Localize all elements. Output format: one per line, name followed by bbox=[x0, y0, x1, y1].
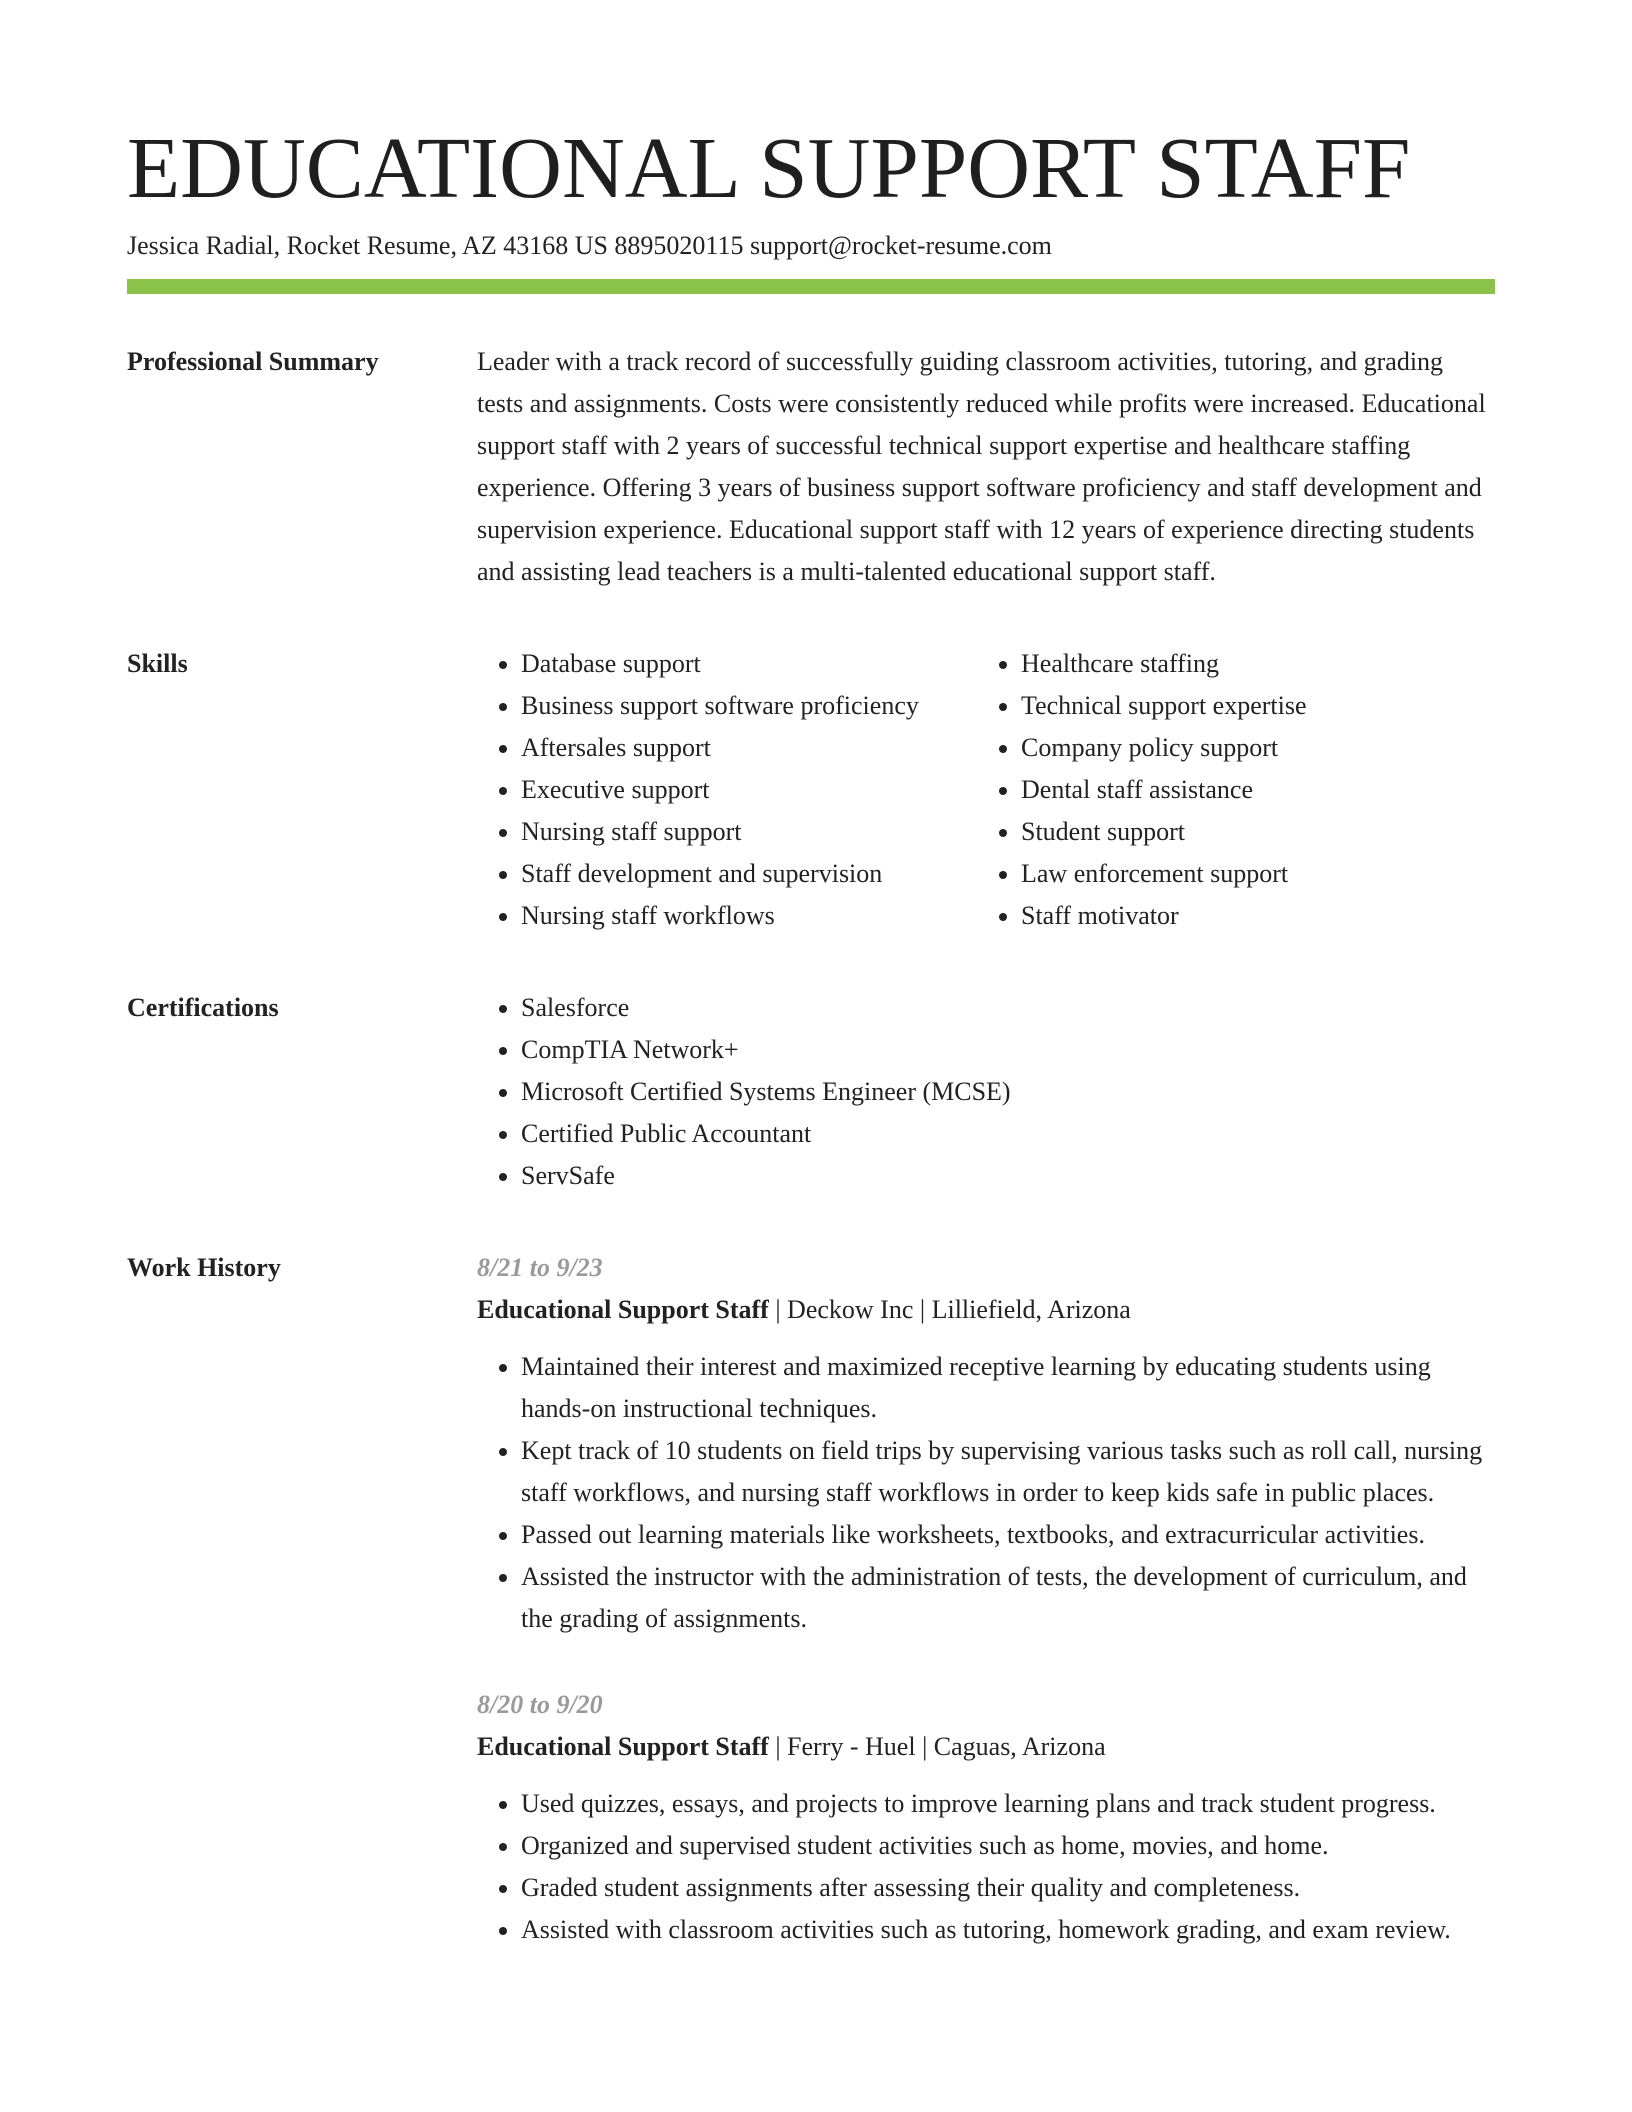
job-entry bbox=[477, 1247, 1495, 1640]
job-title: Educational Support Staff bbox=[477, 1295, 769, 1324]
job-bullet: • Assisted with classroom activities such as tutoring, homework grading, and exam review. bbox=[521, 1909, 1495, 1951]
skill-item: • Database support bbox=[521, 643, 977, 685]
skill-item: • Dental staff assistance bbox=[1021, 769, 1307, 811]
job-bullets bbox=[477, 1346, 1495, 1640]
job-bullet: • Organized and supervised student activities such as home, movies, and home. bbox=[521, 1825, 1495, 1867]
job-title-line bbox=[477, 1289, 1495, 1331]
skill-item: • Technical support expertise bbox=[1021, 685, 1307, 727]
skill-item: • Aftersales support bbox=[521, 727, 977, 769]
contact-line: Jessica Radial, Rocket Resume, AZ 43168 US 8895020115 support@rocket-resume.com bbox=[127, 231, 1052, 260]
skill-item: • Business support software proficiency bbox=[521, 685, 977, 727]
resume-name-heading: EDUCATIONAL SUPPORT STAFF bbox=[127, 119, 1411, 216]
summary-text: Leader with a track record of successfully guiding classroom activities, tutoring, and grading tests and assignments. Costs were consistently reduced while profits were increased. Educational support staff with 2 years of successful technical support expertise and healthcare staffing experience. Offering 3 years of business support software proficiency and staff development and supervision experience. Educational support staff with 12 years of experience directing students and assisting lead teachers is a multi-talented educational support staff. bbox=[477, 347, 1486, 586]
certification-item: • Microsoft Certified Systems Engineer (MCSE) bbox=[521, 1071, 1495, 1113]
skill-item: • Company policy support bbox=[1021, 727, 1307, 769]
certifications-body bbox=[477, 987, 1495, 1197]
skill-item: • Nursing staff workflows bbox=[521, 895, 977, 937]
work-history-body bbox=[477, 1247, 1495, 1951]
skill-item: • Nursing staff support bbox=[521, 811, 977, 853]
skill-item: • Healthcare staffing bbox=[1021, 643, 1307, 685]
certification-item: • Certified Public Accountant bbox=[521, 1113, 1495, 1155]
summary-section bbox=[127, 341, 1495, 593]
section-title-work-history: Work History bbox=[127, 1253, 281, 1282]
skill-item: • Executive support bbox=[521, 769, 977, 811]
certifications-section bbox=[127, 987, 1495, 1197]
job-dates: 8/20 to 9/20 bbox=[477, 1690, 603, 1719]
certification-item: • ServSafe bbox=[521, 1155, 1495, 1197]
work-history-section bbox=[127, 1247, 1495, 1951]
job-title: Educational Support Staff bbox=[477, 1732, 769, 1761]
skills-section bbox=[127, 643, 1495, 937]
skills-list-right bbox=[977, 643, 1307, 937]
skill-item: • Staff motivator bbox=[1021, 895, 1307, 937]
job-bullet: • Used quizzes, essays, and projects to improve learning plans and track student progress. bbox=[521, 1783, 1495, 1825]
job-company-location: | Deckow Inc | Lilliefield, Arizona bbox=[768, 1295, 1131, 1324]
skill-item: • Law enforcement support bbox=[1021, 853, 1307, 895]
skill-item: • Staff development and supervision bbox=[521, 853, 977, 895]
job-bullet: • Maintained their interest and maximized receptive learning by educating students using hands-on instructional techniques. bbox=[521, 1346, 1495, 1430]
skills-columns bbox=[477, 643, 1495, 937]
skills-body bbox=[477, 643, 1495, 937]
job-bullet: • Passed out learning materials like worksheets, textbooks, and extracurricular activities. bbox=[521, 1514, 1495, 1556]
job-entry bbox=[477, 1684, 1495, 1951]
certification-item: • CompTIA Network+ bbox=[521, 1029, 1495, 1071]
certification-item: • Salesforce bbox=[521, 987, 1495, 1029]
resume-page bbox=[127, 118, 1495, 1951]
job-dates: 8/21 to 9/23 bbox=[477, 1253, 603, 1282]
skills-list-left bbox=[477, 643, 977, 937]
job-bullet: • Graded student assignments after assessing their quality and completeness. bbox=[521, 1867, 1495, 1909]
certifications-list bbox=[477, 987, 1495, 1197]
section-title-summary: Professional Summary bbox=[127, 347, 379, 376]
header-divider bbox=[127, 279, 1495, 294]
summary-body bbox=[477, 341, 1495, 593]
job-bullet: • Kept track of 10 students on field trips by supervising various tasks such as roll call, nursing staff workflows, and nursing staff workflows in order to keep kids safe in public places. bbox=[521, 1430, 1495, 1514]
section-title-certifications: Certifications bbox=[127, 993, 279, 1022]
job-bullet: • Assisted the instructor with the administration of tests, the development of curriculum, and the grading of assignments. bbox=[521, 1556, 1495, 1640]
job-title-line bbox=[477, 1726, 1495, 1768]
job-bullets bbox=[477, 1783, 1495, 1951]
skill-item: • Student support bbox=[1021, 811, 1307, 853]
section-title-skills: Skills bbox=[127, 649, 188, 678]
job-company-location: | Ferry - Huel | Caguas, Arizona bbox=[768, 1732, 1106, 1761]
